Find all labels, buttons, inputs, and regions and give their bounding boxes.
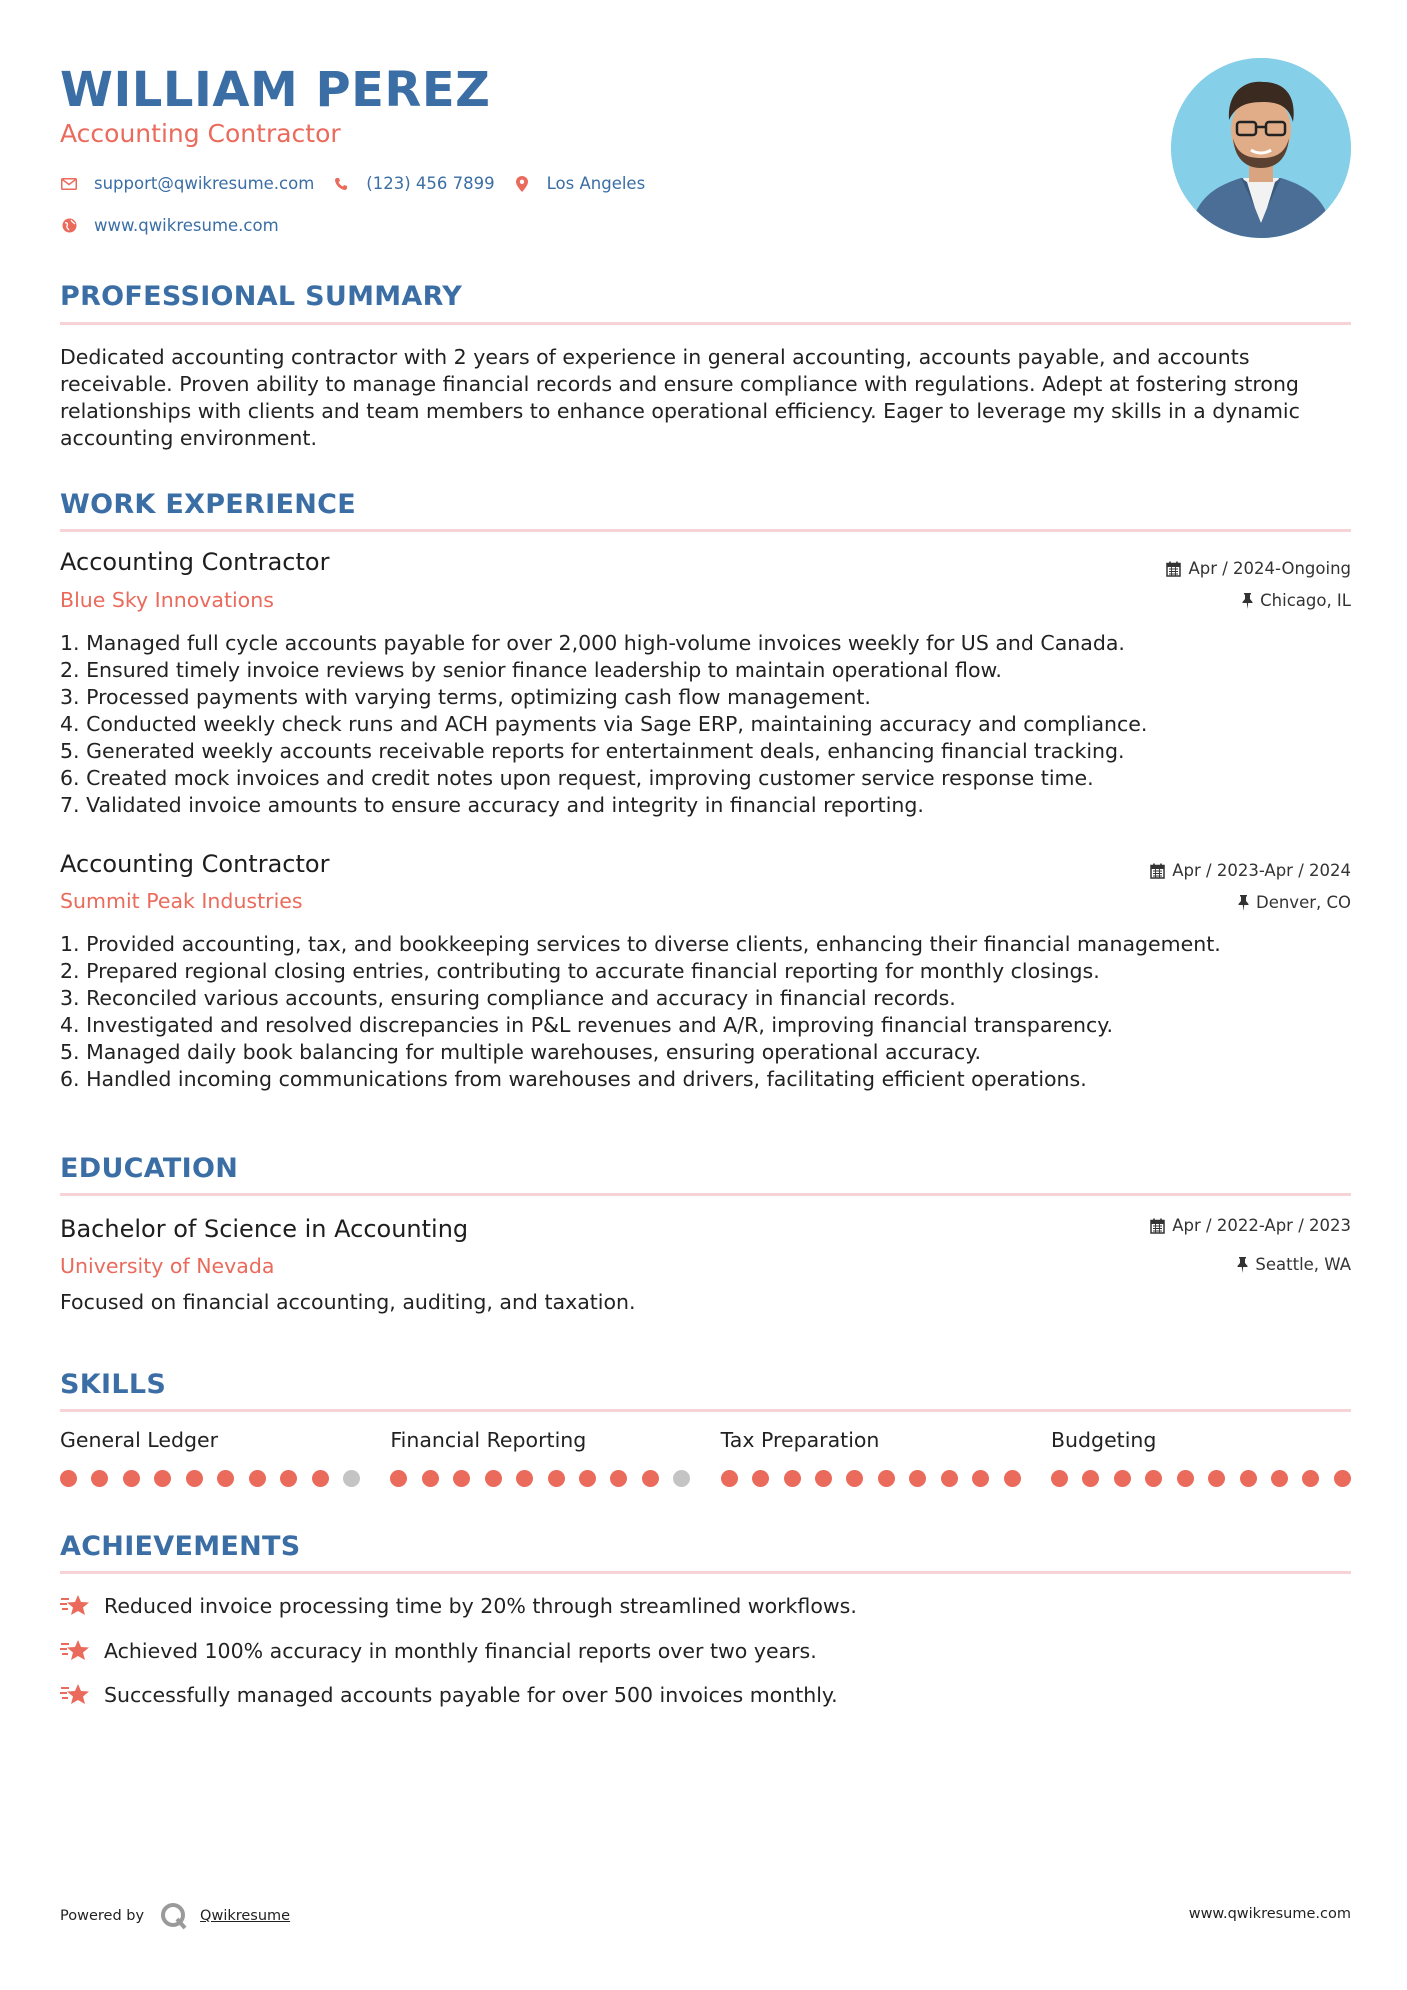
job-duty: 2. Prepared regional closing entries, contributing to accurate financial reporting for monthly closings. — [60, 959, 1100, 983]
rating-dot-filled — [610, 1470, 627, 1487]
job-title: Accounting Contractor — [60, 548, 330, 576]
job-company: Summit Peak Industries — [60, 889, 303, 913]
rating-dot-filled — [1114, 1470, 1131, 1487]
section-title-summary: PROFESSIONAL SUMMARY — [60, 281, 463, 312]
job-duties-list — [60, 630, 1351, 819]
job-duty: 1. Managed full cycle accounts payable for over 2,000 high-volume invoices weekly for US and Canada. — [60, 631, 1125, 655]
rating-dot-filled — [1082, 1470, 1099, 1487]
email-link[interactable]: support@qwikresume.com — [94, 174, 315, 193]
brand-link[interactable]: Qwikresume — [200, 1908, 291, 1924]
section-title-experience: WORK EXPERIENCE — [60, 489, 356, 520]
contact-row-1 — [60, 174, 663, 193]
job-dates-text: Apr / 2023-Apr / 2024 — [1172, 861, 1351, 880]
skill-item — [721, 1428, 1021, 1487]
rating-dot-filled — [1208, 1470, 1225, 1487]
achievement-item — [60, 1681, 838, 1709]
education-dates — [1150, 1216, 1351, 1235]
envelope-icon — [60, 175, 78, 193]
rating-dot-filled — [1145, 1470, 1162, 1487]
rating-dot-empty — [673, 1470, 690, 1487]
job-duty: 1. Provided accounting, tax, and bookkeeping services to diverse clients, enhancing their financial management. — [60, 932, 1221, 956]
skill-item — [60, 1428, 360, 1487]
footer-site-link[interactable]: www.qwikresume.com — [1188, 1906, 1351, 1922]
skill-name: Tax Preparation — [720, 1428, 880, 1452]
job-company: Blue Sky Innovations — [60, 588, 274, 612]
job-duty: 6. Created mock invoices and credit notes upon request, improving customer service response time. — [60, 766, 1094, 790]
rating-dot-filled — [721, 1470, 738, 1487]
section-divider — [60, 1571, 1351, 1574]
school-name: University of Nevada — [60, 1254, 275, 1278]
rating-dot-filled — [390, 1470, 407, 1487]
achievement-item — [60, 1592, 857, 1620]
job-duties-list — [60, 931, 1351, 1093]
section-title-achievements: ACHIEVEMENTS — [60, 1531, 301, 1562]
rating-dot-filled — [280, 1470, 297, 1487]
rating-dot-filled — [579, 1470, 596, 1487]
skill-item — [390, 1428, 690, 1487]
job-duty: 5. Managed daily book balancing for multiple warehouses, ensuring operational accuracy. — [60, 1040, 982, 1064]
rating-dot-filled — [60, 1470, 77, 1487]
rating-dot-filled — [516, 1470, 533, 1487]
footer-powered-by — [60, 1902, 290, 1930]
achievement-item — [60, 1637, 817, 1665]
education-dates-text: Apr / 2022-Apr / 2023 — [1172, 1216, 1351, 1235]
phone-text[interactable]: (123) 456 7899 — [366, 174, 495, 193]
job-duty: 7. Validated invoice amounts to ensure accuracy and integrity in financial reporting. — [60, 793, 924, 817]
phone-icon — [332, 175, 350, 193]
rating-dot-filled — [453, 1470, 470, 1487]
job-dates — [1150, 861, 1351, 880]
job-duty: 3. Reconciled various accounts, ensuring compliance and accuracy in financial records. — [60, 986, 956, 1010]
rating-dot-filled — [154, 1470, 171, 1487]
job-duty: 3. Processed payments with varying terms, optimizing cash flow management. — [60, 685, 871, 709]
rating-dot-filled — [752, 1470, 769, 1487]
job-duty: 6. Handled incoming communications from warehouses and drivers, facilitating efficient operations. — [60, 1067, 1087, 1091]
skill-rating — [390, 1470, 690, 1487]
rating-dot-filled — [217, 1470, 234, 1487]
job-duty: 2. Ensured timely invoice reviews by senior finance leadership to maintain operational flow. — [60, 658, 1002, 682]
achievement-text: Achieved 100% accuracy in monthly financial reports over two years. — [104, 1639, 817, 1663]
qwikresume-logo-icon — [160, 1902, 188, 1930]
section-divider — [60, 322, 1351, 325]
calendar-icon — [1150, 1218, 1165, 1234]
job-title: Accounting Contractor — [60, 850, 330, 878]
job-duty: 4. Conducted weekly check runs and ACH payments via Sage ERP, maintaining accuracy and compliance. — [60, 712, 1148, 736]
job-location-text: Denver, CO — [1255, 893, 1351, 912]
job-location-text: Chicago, IL — [1260, 591, 1351, 610]
skill-name: Financial Reporting — [390, 1428, 587, 1452]
achievement-text: Reduced invoice processing time by 20% through streamlined workflows. — [104, 1594, 857, 1618]
rating-dot-filled — [941, 1470, 958, 1487]
candidate-role: Accounting Contractor — [60, 119, 341, 148]
job-duty: 4. Investigated and resolved discrepancies in P&L revenues and A/R, improving financial transparency. — [60, 1013, 1113, 1037]
job-location — [1242, 591, 1351, 610]
star-badge-icon — [60, 1637, 92, 1665]
section-title-skills: SKILLS — [60, 1369, 167, 1400]
skill-rating — [1051, 1470, 1351, 1487]
skill-rating — [721, 1470, 1021, 1487]
rating-dot-filled — [91, 1470, 108, 1487]
section-divider — [60, 1193, 1351, 1196]
rating-dot-filled — [846, 1470, 863, 1487]
education-location-text: Seattle, WA — [1255, 1255, 1351, 1274]
achievement-text: Successfully managed accounts payable for over 500 invoices monthly. — [104, 1683, 838, 1707]
candidate-name: WILLIAM PEREZ — [60, 62, 491, 118]
rating-dot-filled — [1177, 1470, 1194, 1487]
rating-dot-filled — [1240, 1470, 1257, 1487]
rating-dot-filled — [485, 1470, 502, 1487]
section-divider — [60, 1409, 1351, 1412]
rating-dot-filled — [123, 1470, 140, 1487]
pushpin-icon — [1242, 593, 1253, 609]
pushpin-icon — [1237, 1257, 1248, 1273]
rating-dot-empty — [343, 1470, 360, 1487]
rating-dot-filled — [1271, 1470, 1288, 1487]
rating-dot-filled — [312, 1470, 329, 1487]
rating-dot-filled — [909, 1470, 926, 1487]
location-text: Los Angeles — [546, 174, 646, 193]
rating-dot-filled — [642, 1470, 659, 1487]
star-badge-icon — [60, 1592, 92, 1620]
job-location — [1238, 893, 1351, 912]
skill-name: General Ledger — [60, 1428, 219, 1452]
rating-dot-filled — [1334, 1470, 1351, 1487]
rating-dot-filled — [1302, 1470, 1319, 1487]
website-link[interactable]: www.qwikresume.com — [94, 216, 279, 235]
rating-dot-filled — [878, 1470, 895, 1487]
job-duty: 5. Generated weekly accounts receivable reports for entertainment deals, enhancing financial tracking. — [60, 739, 1125, 763]
rating-dot-filled — [815, 1470, 832, 1487]
calendar-icon — [1166, 561, 1181, 577]
rating-dot-filled — [249, 1470, 266, 1487]
job-dates — [1166, 559, 1351, 578]
rating-dot-filled — [186, 1470, 203, 1487]
powered-by-label: Powered by — [60, 1908, 145, 1924]
rating-dot-filled — [422, 1470, 439, 1487]
education-location — [1237, 1255, 1351, 1274]
calendar-icon — [1150, 863, 1165, 879]
rating-dot-filled — [548, 1470, 565, 1487]
section-divider — [60, 529, 1351, 532]
resume-page — [60, 0, 1351, 1990]
job-dates-text: Apr / 2024-Ongoing — [1188, 559, 1351, 578]
globe-icon — [60, 217, 78, 235]
profile-photo — [1171, 58, 1351, 238]
rating-dot-filled — [972, 1470, 989, 1487]
rating-dot-filled — [1004, 1470, 1021, 1487]
rating-dot-filled — [784, 1470, 801, 1487]
degree-title: Bachelor of Science in Accounting — [60, 1215, 469, 1243]
rating-dot-filled — [1051, 1470, 1068, 1487]
pushpin-icon — [1238, 895, 1249, 911]
section-title-education: EDUCATION — [60, 1153, 239, 1184]
skill-item — [1051, 1428, 1351, 1487]
skill-name: Budgeting — [1050, 1428, 1157, 1452]
education-description: Focused on financial accounting, auditing, and taxation. — [60, 1290, 636, 1314]
contact-row-2 — [60, 216, 297, 235]
summary-text: Dedicated accounting contractor with 2 years of experience in general accounting, accounts payable, and accounts receivable. Proven ability to manage financial records and ensure compliance with regulations. Adept at fostering strong relationships with clients and team members to enhance operational efficiency. Eager to leverage my skills in a dynamic accounting environment. — [60, 345, 1300, 450]
star-badge-icon — [60, 1681, 92, 1709]
skill-rating — [60, 1470, 360, 1487]
skills-list — [60, 1428, 1351, 1487]
map-pin-icon — [513, 175, 531, 193]
